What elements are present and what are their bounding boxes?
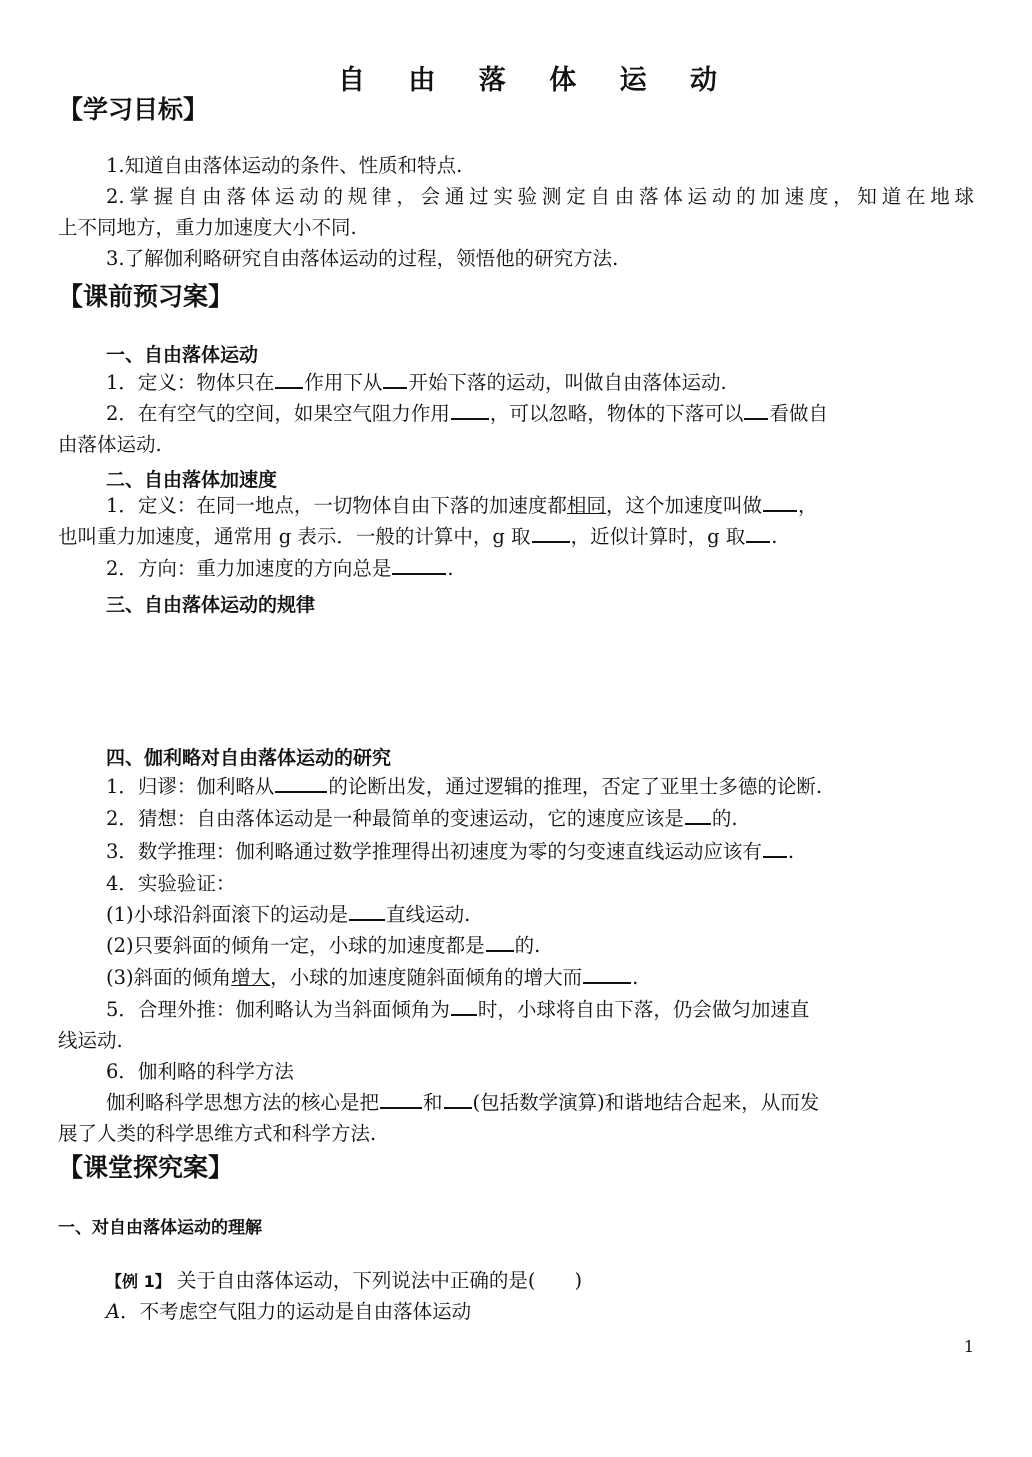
preview-heading-2: 二、自由落体加速度 <box>106 469 278 491</box>
example-1: 【例 1】 关于自由落体运动，下列说法中正确的是( ) <box>106 1269 583 1292</box>
fill-blank[interactable] <box>763 838 787 858</box>
preview-4-4-2: (2)只要斜面的倾角一定，小球的加速度都是 的. <box>106 934 541 957</box>
section-heading-preview: 【课前预习案】 <box>58 282 234 311</box>
explore-heading-1: 一、对自由落体运动的理解 <box>58 1218 262 1238</box>
goal-3: 3.了解伽利略研究自由落体运动的过程，领悟他的研究方法. <box>106 247 619 270</box>
section-heading-goals: 【学习目标】 <box>58 95 209 124</box>
preview-4-3: 3．数学推理：伽利略通过数学推理得出初速度为零的匀变速直线运动应该有 . <box>106 840 795 863</box>
preview-4-1: 1．归谬：伽利略从 的论断出发，通过逻辑的推理，否定了亚里士多德的论断. <box>106 775 823 798</box>
fill-blank[interactable] <box>392 555 446 575</box>
fill-blank[interactable] <box>275 369 303 389</box>
fill-blank[interactable] <box>275 773 327 793</box>
preview-4-4: 4．实验验证： <box>106 872 236 895</box>
fill-blank[interactable] <box>532 523 570 543</box>
preview-4-7: 伽利略科学思想方法的核心是把 和 (包括数学演算)和谐地结合起来，从而发 <box>106 1091 820 1114</box>
fill-blank[interactable] <box>383 369 407 389</box>
preview-heading-3: 三、自由落体运动的规律 <box>106 594 316 616</box>
preview-4-4-3: (3)斜面的倾角增大，小球的加速度随斜面倾角的增大而 . <box>106 966 639 989</box>
fill-blank[interactable] <box>444 1089 472 1109</box>
fill-blank[interactable] <box>451 400 489 420</box>
preview-2-1: 1．定义：在同一地点，一切物体自由下落的加速度都相同，这个加速度叫做 ， <box>106 494 818 517</box>
fill-blank[interactable] <box>451 996 477 1016</box>
preview-1-1: 1．定义：物体只在 作用下从 开始下落的运动，叫做自由落体运动. <box>106 371 727 394</box>
preview-2-1-cont: 也叫重力加速度，通常用 g 表示．一般的计算中，g 取 ，近似计算时，g 取 . <box>58 525 778 548</box>
fill-blank[interactable] <box>583 964 631 984</box>
page-title: 自 由 落 体 运 动 <box>338 65 734 96</box>
preview-4-2: 2．猜想：自由落体运动是一种最简单的变速运动，它的速度应该是 的. <box>106 807 738 830</box>
fill-blank[interactable] <box>349 901 385 921</box>
fill-blank[interactable] <box>486 932 514 952</box>
example-label: 【例 1】 <box>106 1272 171 1291</box>
fill-blank[interactable] <box>763 492 797 512</box>
page-number: 1 <box>963 1337 974 1356</box>
fill-blank[interactable] <box>746 523 770 543</box>
preview-heading-4: 四、伽利略对自由落体运动的研究 <box>106 747 392 769</box>
preview-1-2: 2．在有空气的空间，如果空气阻力作用 ，可以忽略，物体的下落可以 看做自 <box>106 402 828 425</box>
example-1-option-a: A．不考虑空气阻力的运动是自由落体运动 <box>106 1300 472 1323</box>
goal-1: 1.知道自由落体运动的条件、性质和特点. <box>106 154 463 177</box>
preview-1-2-cont: 由落体运动. <box>58 433 162 456</box>
preview-4-6: 6．伽利略的科学方法 <box>106 1060 294 1083</box>
goal-2-line-2: 上不同地方，重力加速度大小不同. <box>58 216 357 239</box>
preview-4-5-cont: 线运动. <box>58 1029 123 1052</box>
section-heading-explore: 【课堂探究案】 <box>58 1153 234 1182</box>
fill-blank[interactable] <box>685 805 711 825</box>
fill-blank[interactable] <box>744 400 768 420</box>
fill-blank[interactable] <box>380 1089 422 1109</box>
preview-4-5: 5．合理外推：伽利略认为当斜面倾角为 时，小球将自由下落，仍会做匀加速直 <box>106 998 810 1021</box>
preview-4-7-cont: 展了人类的科学思维方式和科学方法. <box>58 1122 377 1145</box>
goal-2-line-1: 2.掌握自由落体运动的规律，会通过实验测定自由落体运动的加速度，知道在地球 <box>106 185 974 208</box>
preview-heading-1: 一、自由落体运动 <box>106 344 259 366</box>
preview-4-4-1: (1)小球沿斜面滚下的运动是 直线运动. <box>106 903 471 926</box>
preview-2-2: 2．方向：重力加速度的方向总是 . <box>106 557 454 580</box>
